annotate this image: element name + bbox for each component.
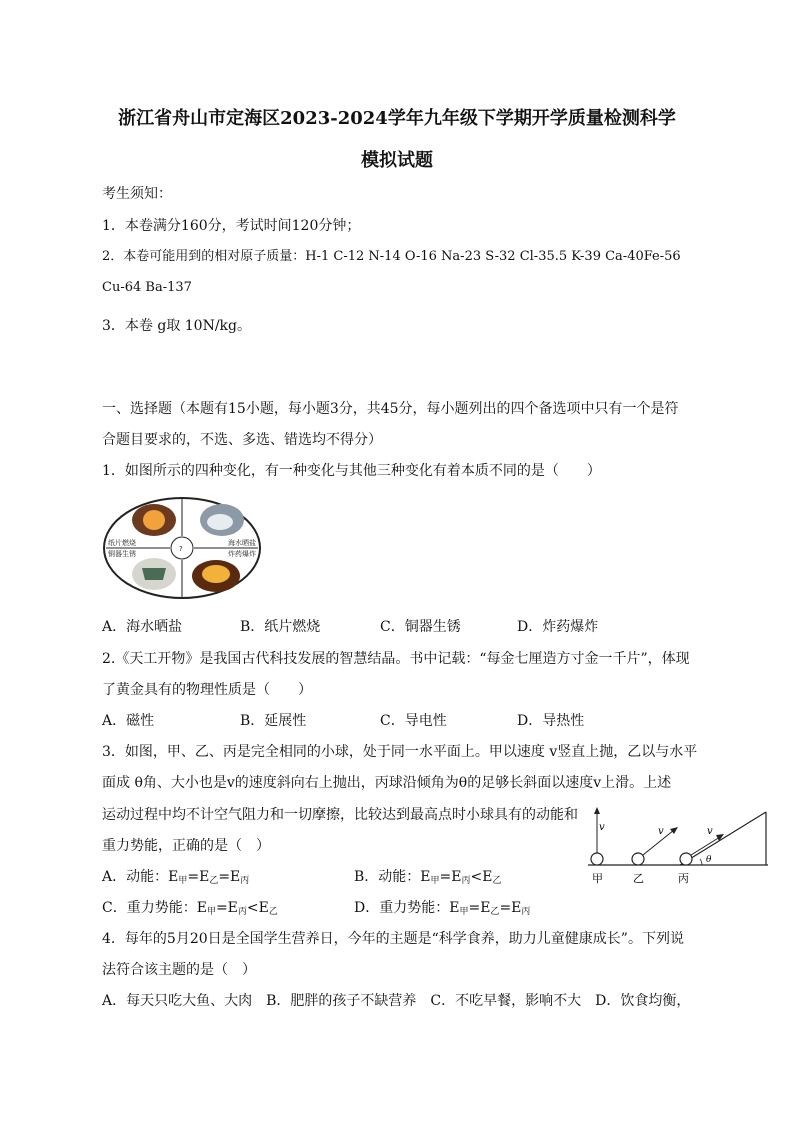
label-burning-paper: 纸片燃烧: [108, 539, 136, 547]
ball-jia: [591, 853, 603, 865]
q1-option-b: B．纸片燃烧: [240, 619, 321, 635]
question-3-stem: 3．如图，甲、乙、丙是完全相同的小球，处于同一水平面上。甲以速度 v竖直上抛，乙以与水平: [102, 744, 698, 760]
section-heading: 一、选择题（本题有15小题，每小题3分，共45分，每小题列出的四个备选项中只有一个是符: [102, 401, 679, 417]
question-3-stem-4: 重力势能，正确的是（ ）: [102, 838, 270, 854]
q3-option-a: A．动能：$E_甲=E_乙=E_丙$: [102, 869, 250, 886]
question-4-options: A．每天只吃大鱼、大肉 B．肥胖的孩子不缺营养 C．不吃早餐，影响不大 D．饮食均衡，: [102, 993, 691, 1009]
label-explosion: 炸药爆炸: [228, 550, 256, 558]
section-heading-cont: 合题目要求的，不选、多选、错选均不得分）: [102, 432, 382, 448]
question-3-stem-2: 面成 θ角、大小也是v的速度斜向右上抛出，丙球沿倾角为θ的足够长斜面以速度v上滑。上述: [102, 775, 672, 791]
q3-option-d: D．重力势能：$E_甲=E_乙=E_丙$: [354, 900, 531, 917]
label-v-bing: v: [707, 826, 713, 837]
q2-option-d: D．导热性: [517, 713, 585, 729]
notice-item-2: 2．本卷可能用到的相对原子质量：H-1 C-12 N-14 O-16 Na-23 S-32 Cl-35.5 K-39 Ca-40Fe-56: [102, 249, 681, 264]
q2-option-b: B．延展性: [240, 713, 307, 729]
q2-option-c: C．导电性: [380, 713, 447, 729]
notice-item-3: 3．本卷 g取 10N/kg。: [102, 318, 251, 334]
question-2-stem: 2.《天工开物》是我国古代科技发展的智慧结晶。书中记载：“每金七厘造方寸金一千片”，体现: [102, 651, 690, 667]
label-center: ?: [179, 545, 183, 553]
question-1-figure: [102, 496, 262, 600]
q1-option-c: C．铜器生锈: [380, 619, 461, 635]
q1-option-a: A．海水晒盐: [102, 619, 183, 635]
label-bing: 丙: [678, 872, 689, 885]
notice-item-2-cont: Cu-64 Ba-137: [102, 280, 192, 295]
question-2-stem-cont: 了黄金具有的物理性质是（ ）: [102, 682, 312, 698]
ball-bing: [680, 853, 692, 865]
label-v-jia: v: [599, 822, 605, 833]
paper-title-line1: 浙江省舟山市定海区2023-2024学年九年级下学期开学质量检测科学: [118, 108, 676, 129]
question-4-stem: 4．每年的5月20日是全国学生营养日，今年的主题是“科学食养，助力儿童健康成长”。下列说: [102, 931, 684, 947]
label-jia: 甲: [592, 872, 603, 885]
notice-heading: 考生须知：: [102, 186, 172, 202]
notice-item-1: 1．本卷满分160分，考试时间120分钟；: [102, 218, 361, 234]
question-4-stem-cont: 法符合该主题的是（ ）: [102, 962, 256, 978]
label-bronze-rust: 铜器生锈: [108, 550, 136, 558]
question-3-figure: [588, 804, 770, 886]
question-3-stem-3: 运动过程中均不计空气阻力和一切摩擦，比较达到最高点时小球具有的动能和: [102, 807, 578, 823]
label-theta: θ: [706, 855, 712, 865]
question-1-stem: 1．如图所示的四种变化，有一种变化与其他三种变化有着本质不同的是（ ）: [102, 463, 601, 479]
label-sea-salt: 海水晒盐: [228, 539, 256, 547]
q3-option-c: C．重力势能：$E_甲=E_丙<E_乙$: [102, 900, 278, 917]
q3-option-b: B．动能：$E_甲=E_丙<E_乙$: [354, 869, 502, 886]
q1-option-d: D．炸药爆炸: [517, 619, 599, 635]
paper-title-line2: 模拟试题: [361, 150, 433, 171]
ball-yi: [632, 853, 644, 865]
label-v-yi: v: [658, 826, 664, 837]
label-yi: 乙: [633, 872, 644, 885]
q2-option-a: A．磁性: [102, 713, 155, 729]
